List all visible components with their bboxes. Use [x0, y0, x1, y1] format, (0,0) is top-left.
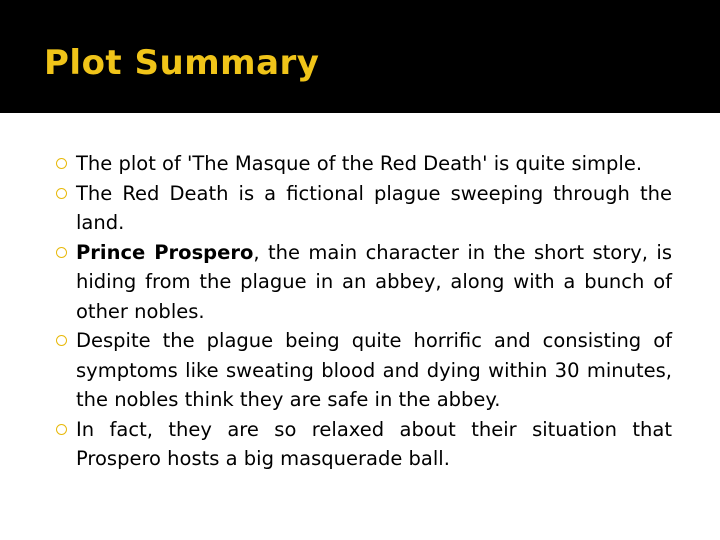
bullet-item	[56, 179, 672, 238]
ring-bullet-icon	[56, 424, 67, 435]
slide-title: Plot Summary	[44, 43, 320, 83]
bullet-list	[56, 149, 672, 474]
ring-bullet-icon	[56, 158, 67, 169]
bullet-item	[56, 238, 672, 327]
ring-bullet-icon	[56, 335, 67, 346]
bullet-text: In fact, they are so relaxed about their situation that Prospero hosts a big masquerade ball.	[76, 417, 672, 470]
ring-bullet-icon	[56, 188, 67, 199]
bullet-lead-text: Prince Prospero	[76, 240, 254, 264]
bullet-item	[56, 326, 672, 415]
bullet-text: Despite the plague being quite horrific and consisting of symptoms like sweating blood and dying within 30 minutes, the nobles think they are safe in the abbey.	[76, 329, 672, 411]
bullet-text: The plot of 'The Masque of the Red Death' is quite simple.	[76, 152, 643, 175]
bullet-text: , the main character in the short story, is hiding from the plague in an abbey, along with a bunch of other nobles.	[76, 240, 672, 323]
title-band	[0, 0, 720, 113]
bullet-item	[56, 415, 672, 474]
bullet-item	[56, 149, 672, 179]
bullet-text: The Red Death is a fictional plague sweeping through the land.	[76, 181, 672, 234]
ring-bullet-icon	[56, 247, 67, 258]
